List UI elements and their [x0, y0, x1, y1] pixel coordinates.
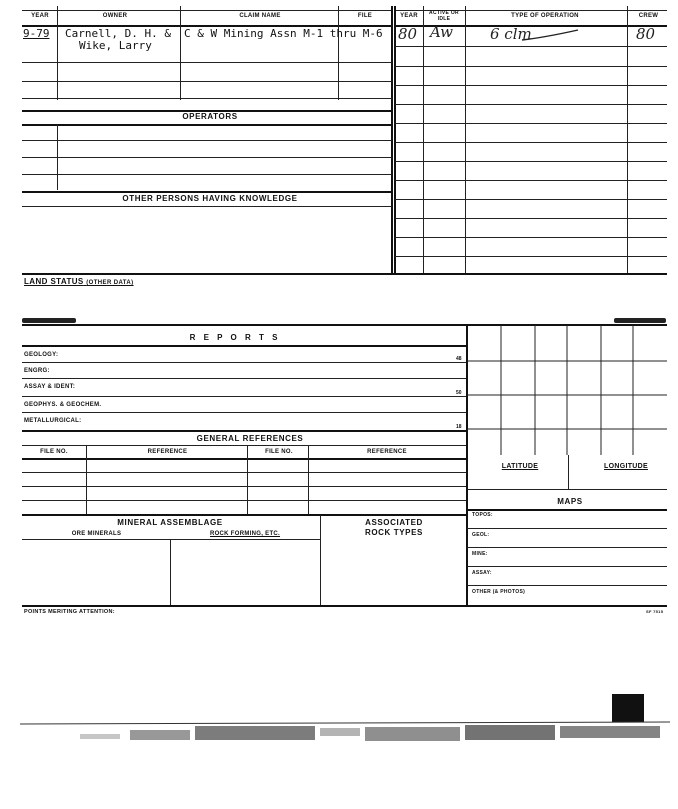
row-rule	[467, 547, 667, 548]
gr-reference-2: REFERENCE	[367, 449, 407, 455]
table-bottom-rule	[22, 273, 667, 275]
row-rule-right	[395, 256, 667, 257]
maps-assay: ASSAY:	[472, 570, 492, 576]
row-rule	[22, 486, 466, 487]
row-rule-right	[395, 142, 667, 143]
scan-mark-left	[22, 318, 76, 323]
form-number: SF 7515	[646, 609, 664, 614]
row-rule	[22, 396, 466, 397]
row-rule	[22, 174, 392, 175]
reports-geophys-label: GEOPHYS. & GEOCHEM.	[24, 402, 102, 408]
row-rule	[22, 412, 466, 413]
header-owner: OWNER	[102, 13, 128, 19]
row-rule-right	[395, 218, 667, 219]
entry-owner-line2: Wike, Larry	[79, 39, 152, 52]
row-rule-right	[395, 161, 667, 162]
header-crew: CREW	[638, 13, 659, 19]
gr-col-rule	[86, 446, 87, 514]
entry-claim-name: C & W Mining Assn M-1 thru M-6	[184, 27, 383, 40]
longitude-label: LONGITUDE	[604, 463, 648, 470]
entry-type-of-operation: 6 clm	[490, 25, 532, 43]
coordinate-grid	[467, 325, 667, 455]
row-rule	[22, 62, 392, 63]
points-meriting-attention: POINTS MERITING ATTENTION:	[24, 609, 115, 615]
row-rule	[467, 585, 667, 586]
row-rule-right	[395, 123, 667, 124]
maps-topos: TOPOS:	[472, 512, 493, 518]
mineral-assemblage-title: MINERAL ASSEMBLAGE	[117, 518, 223, 527]
maps-geol: GEOL:	[472, 532, 490, 538]
row-rule-right	[395, 199, 667, 200]
gr-file-no-2: FILE NO.	[265, 449, 293, 455]
entry-owner-line1: Carnell, D. H. &	[65, 27, 171, 40]
land-status-sub: (OTHER DATA)	[86, 280, 134, 286]
row-rule	[22, 81, 392, 82]
entry-crew: 80	[636, 25, 656, 43]
row-rule	[467, 528, 667, 529]
associated-rock-types	[322, 518, 466, 538]
rock-forming-header: ROCK FORMING, ETC.	[209, 531, 281, 537]
rock-types-label: ROCK TYPES	[364, 528, 423, 537]
row-rule	[22, 157, 392, 158]
col-rule-owner	[180, 6, 181, 100]
entry-active-idle: Aw	[430, 23, 453, 41]
other-persons-top-rule	[22, 191, 392, 193]
row-rule	[22, 472, 466, 473]
maps-other: OTHER (& PHOTOS)	[472, 589, 526, 595]
header-year: YEAR	[31, 13, 49, 19]
header-top-rule	[22, 10, 392, 11]
header-type-of-operation: TYPE OF OPERATION	[511, 13, 579, 19]
reports-metallurgical-label: METALLURGICAL:	[24, 418, 82, 424]
gr-col-rule	[308, 446, 309, 514]
ore-minerals-header: ORE MINERALS	[71, 531, 122, 537]
reports-title-rule	[22, 345, 466, 347]
header-file: FILE	[357, 13, 373, 19]
row-rule-right	[395, 104, 667, 105]
operators-bottom-rule	[22, 124, 392, 126]
mineral-col-rule-2	[170, 539, 171, 605]
general-references-title: GENERAL REFERENCES	[196, 434, 304, 443]
land-status-label	[24, 277, 134, 286]
row-rule	[467, 566, 667, 567]
entry-visit-year: 80	[398, 25, 418, 43]
row-rule-right	[395, 180, 667, 181]
reports-engrg-label: ENGRG:	[24, 368, 50, 374]
row-rule-right	[395, 66, 667, 67]
header-claim-name: CLAIM NAME	[239, 13, 281, 19]
maps-title-rule	[467, 509, 667, 511]
row-rule-right	[395, 85, 667, 86]
handwritten-flourish	[520, 28, 580, 42]
gr-bottom-rule	[22, 514, 466, 516]
associated-label: ASSOCIATED	[365, 518, 423, 527]
reports-metallurgical-num: 18	[456, 424, 462, 430]
gr-col-rule	[247, 446, 248, 514]
other-persons-bottom-rule	[22, 206, 392, 207]
other-persons-title: OTHER PERSONS HAVING KNOWLEDGE	[122, 194, 298, 203]
gr-file-no-1: FILE NO.	[40, 449, 68, 455]
row-rule	[22, 140, 392, 141]
header-visit-year: YEAR	[400, 13, 418, 19]
row-rule	[22, 378, 466, 379]
row-rule	[22, 500, 466, 501]
general-references-title-rule	[22, 445, 466, 446]
scan-noise-band	[20, 718, 670, 752]
row-rule-right	[395, 46, 667, 47]
operators-title: OPERATORS	[182, 112, 238, 121]
gr-reference-1: REFERENCE	[147, 449, 188, 455]
latlong-divider	[568, 455, 569, 489]
col-rule-year	[57, 6, 58, 100]
reports-geology-label: GEOLOGY:	[24, 352, 59, 358]
gr-header-rule	[22, 458, 466, 460]
reports-bottom-rule	[22, 430, 466, 432]
claim-table	[0, 0, 678, 280]
maps-title: MAPS	[557, 497, 583, 506]
reports-assay-label: ASSAY & IDENT:	[24, 384, 76, 390]
latlong-bottom-rule	[467, 489, 667, 490]
mineral-col-rule	[320, 515, 321, 605]
col-rule-claim	[338, 6, 339, 100]
reports-title: R E P O R T S	[189, 333, 281, 342]
scan-mark-right	[614, 318, 666, 323]
reports-geology-num: 48	[456, 356, 462, 362]
maps-mine: MINE:	[472, 551, 488, 557]
mineral-header-rule	[22, 539, 320, 540]
land-status-title: LAND STATUS	[24, 277, 84, 286]
latitude-label: LATITUDE	[501, 463, 539, 470]
row-rule	[22, 98, 392, 99]
lower-bottom-rule	[22, 605, 667, 607]
entry-year: 9-79	[23, 27, 50, 40]
header-active-idle: ACTIVE OR IDLE	[429, 10, 459, 22]
reports-assay-num: 50	[456, 390, 462, 396]
row-rule-right	[395, 237, 667, 238]
row-rule	[22, 362, 466, 363]
